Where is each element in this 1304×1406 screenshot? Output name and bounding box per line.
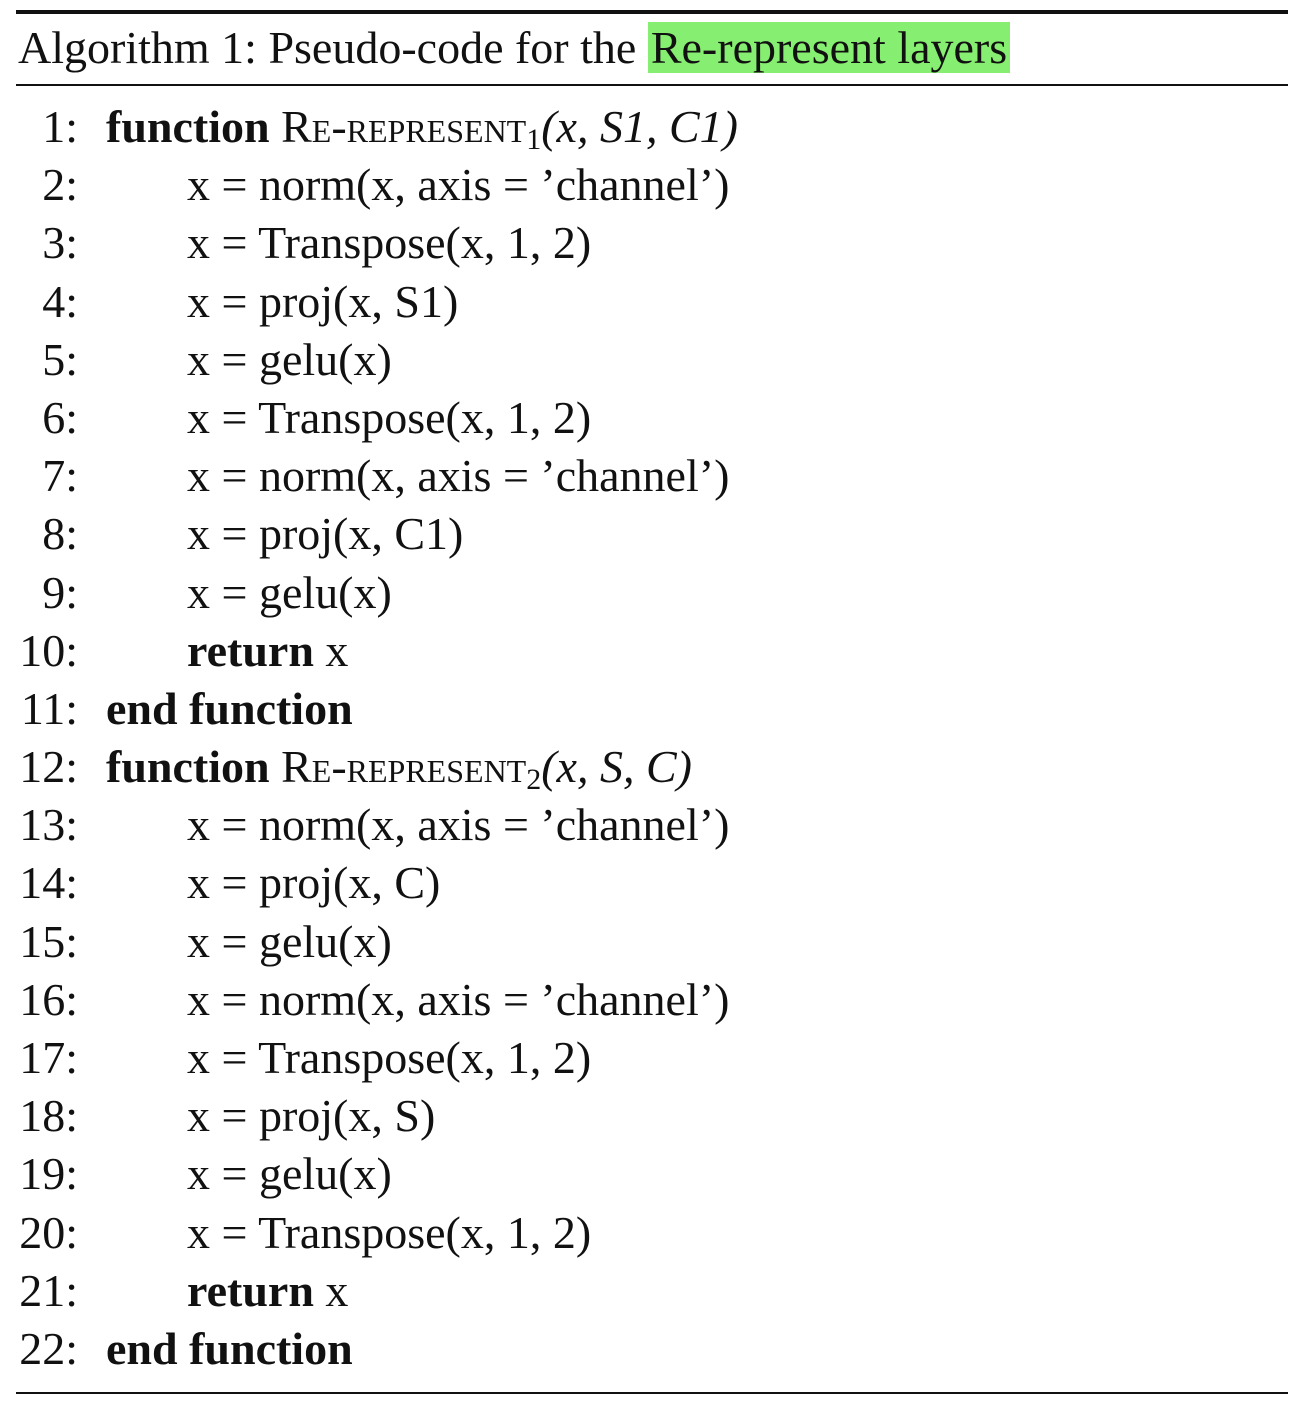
statement: x = proj(x, S): [187, 1090, 436, 1142]
function-signature: [106, 98, 738, 156]
return-value: x: [325, 624, 349, 676]
line-number: 22:: [19, 1322, 78, 1374]
statement: x = gelu(x): [187, 333, 392, 385]
caption-highlight: Re-represent layers: [648, 22, 1010, 73]
line-number: 3:: [42, 217, 78, 269]
line-number: 21:: [19, 1264, 78, 1316]
statement: x = gelu(x): [187, 566, 392, 618]
algorithm-body: [0, 98, 1304, 1378]
line-number: 2:: [42, 159, 78, 211]
line-number: 18:: [19, 1090, 78, 1142]
code-line: [0, 156, 1304, 214]
statement: x = proj(x, C): [187, 857, 441, 909]
statement: x = norm(x, axis = ’channel’): [187, 450, 730, 502]
code-line: [0, 214, 1304, 272]
algorithm-caption: [18, 18, 1010, 78]
statement: x = norm(x, axis = ’channel’): [187, 159, 730, 211]
code-line: [0, 564, 1304, 622]
line-number: 6:: [42, 391, 78, 443]
statement: x = proj(x, C1): [187, 508, 464, 560]
code-line: [0, 331, 1304, 389]
statement: x = Transpose(x, 1, 2): [187, 217, 592, 269]
code-line: [0, 913, 1304, 971]
end-function: end function: [106, 682, 353, 734]
code-line: [0, 971, 1304, 1029]
line-number: 8:: [42, 508, 78, 560]
statement: x = norm(x, axis = ’channel’): [187, 799, 730, 851]
code-line: [0, 1320, 1304, 1378]
code-line: [0, 389, 1304, 447]
top-rule: [16, 10, 1288, 14]
statement: x = gelu(x): [187, 1148, 392, 1200]
function-subscript: 2: [526, 763, 542, 797]
function-name: Re-represent: [281, 741, 527, 793]
function-args: (x, S, C): [541, 741, 692, 793]
line-number: 7:: [42, 450, 78, 502]
keyword: function: [106, 741, 270, 793]
line-number: 5:: [42, 333, 78, 385]
keyword: return: [187, 1264, 314, 1316]
code-line: [0, 622, 1304, 680]
keyword: function: [106, 101, 270, 152]
function-args: (x, S1, C1): [541, 101, 738, 152]
line-number: 15:: [19, 915, 78, 967]
line-number: 17:: [19, 1032, 78, 1083]
function-signature: [106, 738, 692, 796]
keyword: return: [187, 624, 314, 676]
line-number: 1:: [42, 101, 78, 152]
code-line: [0, 505, 1304, 563]
statement: x = Transpose(x, 1, 2): [187, 1032, 592, 1083]
statement: x = Transpose(x, 1, 2): [187, 391, 592, 443]
code-line: [0, 273, 1304, 331]
code-line: [0, 98, 1304, 156]
line-number: 4:: [42, 275, 78, 327]
line-number: 9:: [42, 566, 78, 618]
code-line: [0, 1204, 1304, 1262]
code-line: [0, 738, 1304, 796]
line-number: 12:: [19, 741, 78, 793]
code-line: [0, 1029, 1304, 1087]
code-line: [0, 1087, 1304, 1145]
line-number: 11:: [20, 682, 78, 734]
statement: x = Transpose(x, 1, 2): [187, 1206, 592, 1258]
return-statement: [187, 1262, 348, 1320]
caption-rule: [16, 84, 1288, 86]
code-line: [0, 796, 1304, 854]
function-subscript: 1: [526, 123, 542, 156]
statement: x = norm(x, axis = ’channel’): [187, 973, 730, 1025]
code-line: [0, 1145, 1304, 1203]
line-number: 16:: [19, 973, 78, 1025]
statement: x = proj(x, S1): [187, 275, 459, 327]
bottom-rule: [16, 1392, 1288, 1394]
statement: x = gelu(x): [187, 915, 392, 967]
code-line: [0, 1262, 1304, 1320]
code-line: [0, 447, 1304, 505]
return-value: x: [325, 1264, 349, 1316]
line-number: 19:: [19, 1148, 78, 1200]
code-line: [0, 680, 1304, 738]
caption-prefix: Algorithm 1: Pseudo-code for the: [18, 22, 648, 73]
code-line: [0, 854, 1304, 912]
function-name: Re-represent: [281, 101, 527, 152]
end-function: end function: [106, 1322, 353, 1374]
line-number: 20:: [19, 1206, 78, 1258]
return-statement: [187, 622, 348, 680]
line-number: 13:: [19, 799, 78, 851]
line-number: 14:: [19, 857, 78, 909]
line-number: 10:: [19, 624, 78, 676]
